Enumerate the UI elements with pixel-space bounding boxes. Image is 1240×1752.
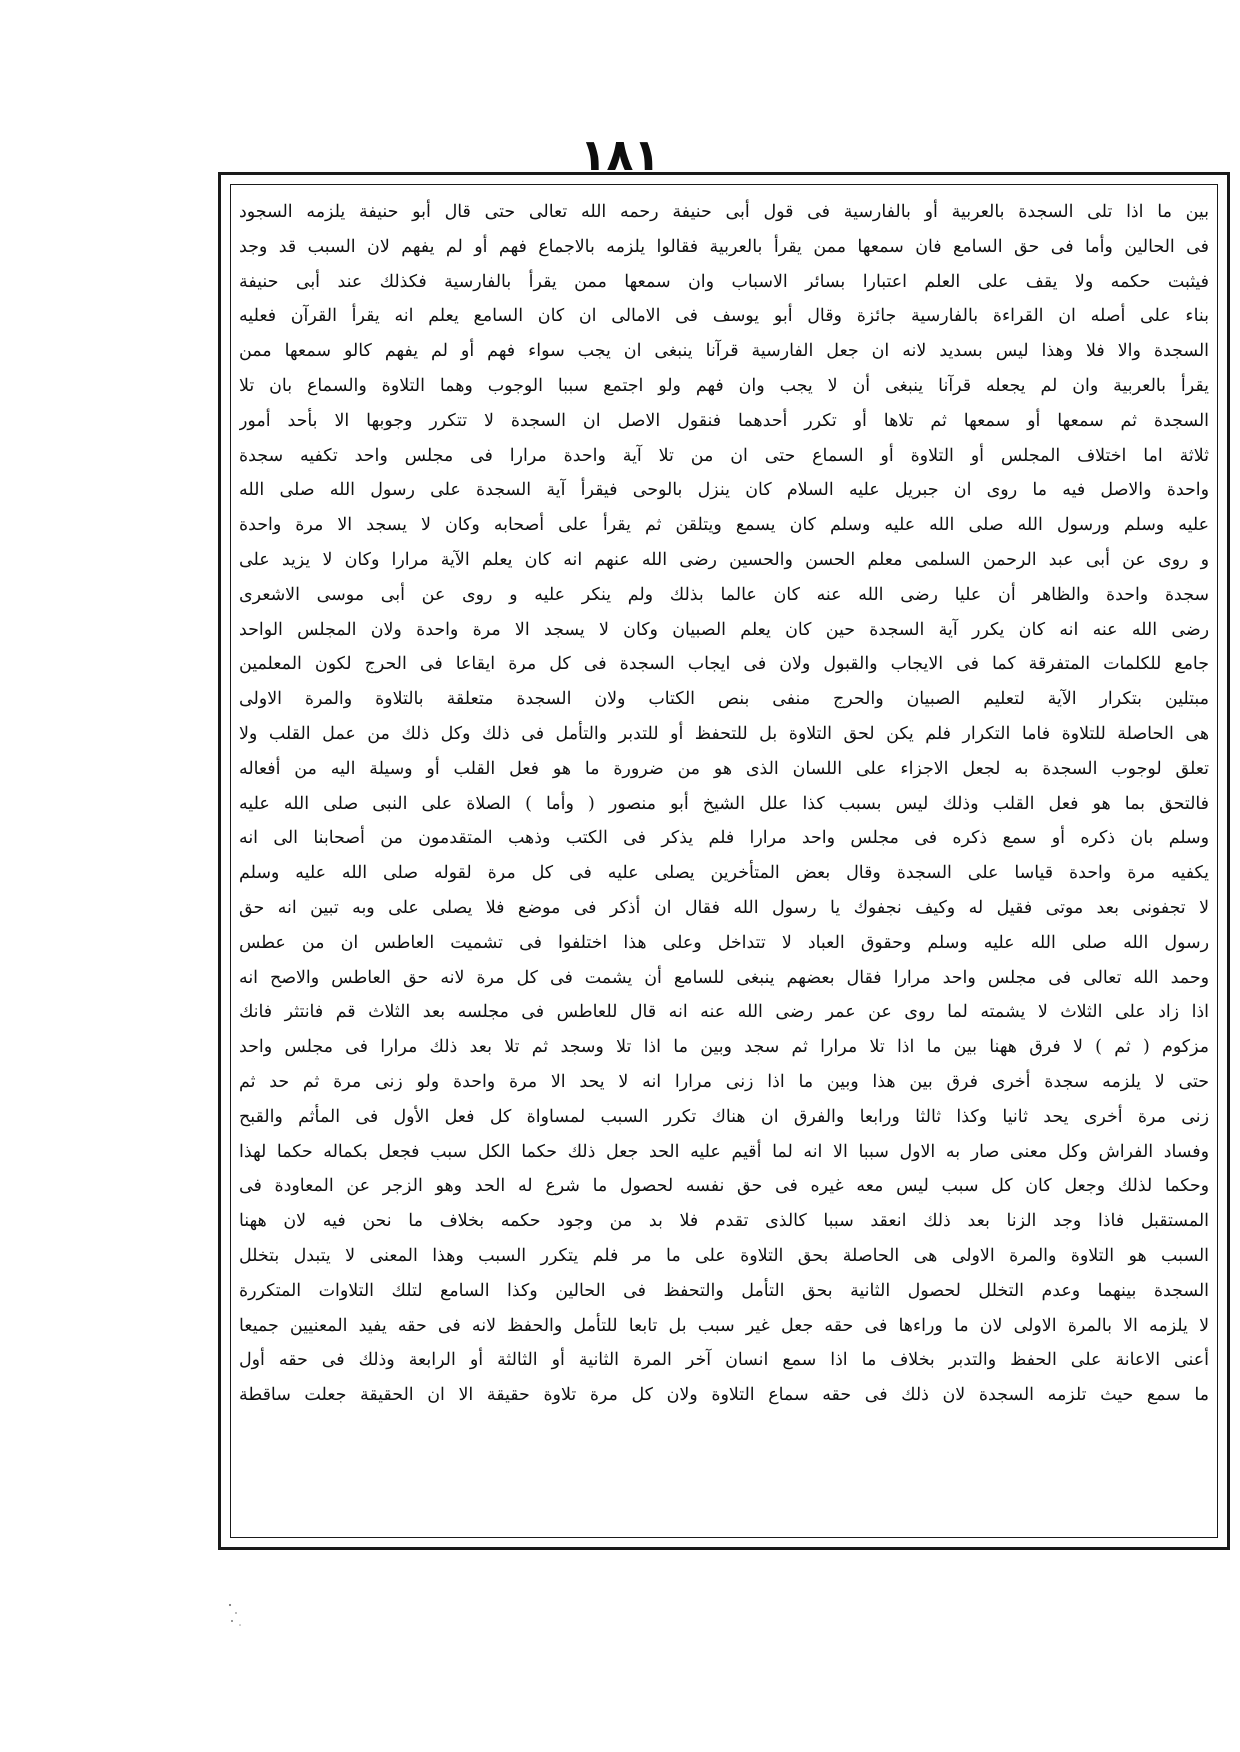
text-line: يكفيه مرة واحدة قياسا على السجدة وقال بعض المتأخرين يصلى عليه فى كل مرة لقوله صلى الله عليه وسلم <box>239 863 1209 884</box>
text-line: واحدة والاصل فيه ما روى ان جبريل عليه السلام كان ينزل بالوحى فيقرأ آية السجدة على رسول الله صلى الله <box>239 480 1209 501</box>
text-line: مبتلين بتكرار الآية لتعليم الصبيان والحرج منفى بنص الكتاب ولان السجدة متعلقة بالتلاوة والمرة الاولى <box>239 689 1209 710</box>
text-line: اذا زاد على الثلاث لا يشمته لما روى عن عمر رضى الله عنه انه قال للعاطس فى مجلسه بعد الثلاث قم فانتثر فانك <box>239 1002 1209 1023</box>
text-line <box>239 1482 1209 1517</box>
text-line: زنى مرة أخرى يحد ثانيا وكذا ثالثا ورابعا والفرق ان هناك تكرر السبب لمساواة كل فعل الأول فى المأثم والقبح <box>239 1106 1209 1127</box>
text-line: بين ما اذا تلى السجدة بالعربية أو بالفارسية فى قول أبى حنيفة رحمه الله تعالى حتى قال أبو حنيفة يلزمه السجود <box>239 202 1209 222</box>
text-line: و روى عن أبى عبد الرحمن السلمى معلم الحسن والحسين رضى الله عنهم انه كان يعلم الآية مرارا وكان لا يزيد على <box>239 549 1209 570</box>
text-line: ما سمع حيث تلزمه السجدة لان ذلك فى حقه سماع التلاوة ولان كل مرة تلاوة حقيقة الا ان الحقيقة جعلت ساقطة <box>239 1385 1209 1406</box>
text-line: السجدة ثم سمعها أو سمعها ثم تلاها أو تكرر أحدهما فنقول الاصل ان السجدة لا تتكرر وجوبها الا بأحد أمور <box>239 410 1209 431</box>
text-line: تعلق لوجوب السجدة به لجعل الاجزاء على اللسان الذى هو من ضرورة ما هو فعل القلب أو وسيلة اليه من أفعاله <box>239 758 1209 779</box>
text-line: رضى الله عنه انه كان يكرر آية السجدة حين كان يعلم الصبيان وكان لا يسجد الا مرة واحدة ولان المجلس الواحد <box>239 619 1209 640</box>
text-line: هى الحاصلة للتلاوة فاما التكرار فلم يكن لحق التلاوة بل للتحفظ أو للتدبر والتأمل فى ذلك وكل ذلك من عمل القلب ولا <box>239 723 1209 744</box>
text-line: لا يلزمه الا بالمرة الاولى لان ما وراءها فى حقه جعل غير سبب بل تابعا للتأمل والحفظ لانه فى حقه يفيد المعنيين جميعا <box>239 1315 1209 1336</box>
text-line: يقرأ بالعربية وان لم يجعله قرآنا ينبغى أن لا يجب وان فهم ولو اجتمع سببا الوجوب وهما التلاوة والسماع بان تلا <box>239 375 1209 396</box>
text-line: السجدة والا فلا وهذا ليس بسديد لانه ان جعل الفارسية قرآنا ينبغى ان يجب سواء فهم أو لم يفهم كالو سمعها ممن <box>239 341 1209 362</box>
page-frame <box>218 172 1230 1550</box>
text-line: مزكوم ( ثم ) لا فرق ههنا بين ما اذا تلا مرارا ثم سجد وبين ما اذا تلا وسجد ثم تلا بعد ذلك مرارا فى مجلس واحد <box>239 1037 1209 1058</box>
text-line: بناء على أصله ان القراءة بالفارسية جائزة وقال أبو يوسف فى الامالى ان كان السامع يعلم انه يقرأ القرآن فعليه <box>239 306 1209 327</box>
text-line: رسول الله صلى الله عليه وسلم وحقوق العباد لا تتداخل وعلى هذا اختلفوا فى تشميت العاطس ان من عطس <box>239 932 1209 953</box>
text-line <box>239 1448 1209 1483</box>
text-line: السجدة بينهما وعدم التخلل لحصول الثانية بحق التأمل والتحفظ فى الحالين وكذا السامع لتلك التلاوات المتكررة <box>239 1280 1209 1301</box>
text-line: وحكما لذلك وجعل كان كل سبب ليس معه غيره فى حق نفسه لحصول ما شرع له الحد وهو الزجر عن المعاودة فى <box>239 1176 1209 1197</box>
main-text <box>239 195 1209 1517</box>
text-line: عليه وسلم ورسول الله صلى الله عليه وسلم كان يسمع ويتلقن ثم يقرأ على أصحابه وكان لا يسجد الا مرة واحدة <box>239 515 1209 536</box>
page-number: ١٨١ <box>579 130 661 181</box>
text-line: لا تجفونى بعد موتى فقيل له وكيف نجفوك يا رسول الله فقال ان أذكر فى موضع فلا يصلى على وبه تبين انه حق <box>239 897 1209 918</box>
text-line: وحمد الله تعالى فى مجلس واحد مرارا فقال بعضهم ينبغى للسامع أن يشمت فى كل مرة لانه حق العاطس والاصح انه <box>239 967 1209 988</box>
text-line: ثلاثة اما اختلاف المجلس أو التلاوة أو السماع حتى ان من تلا آية واحدة مرارا فى مجلس واحد تكفيه سجدة <box>239 445 1209 466</box>
text-line: فالتحق بما هو فعل القلب وذلك ليس بسبب كذا علل الشيخ أبو منصور ( وأما ) الصلاة على النبى صلى الله عليه <box>239 793 1209 814</box>
text-line: وفساد الفراش وكل معنى صار به الاول سببا الا انه لما أقيم عليه الحد جعل ذلك حكما الكل سبب فجعل بكماله حكما لهذا <box>239 1141 1209 1162</box>
text-line: أعنى الاعانة على الحفظ والتدبر بخلاف ما اذا سمع انسان آخر المرة الثانية أو الثالثة أو الرابعة وذلك فى حقه أول <box>239 1350 1209 1371</box>
scan-specks <box>222 1595 262 1635</box>
text-line: فيثبت حكمه ولا يقف على العلم اعتبارا بسائر الاسباب وان سمعها ممن يقرأ بالفارسية فكذلك عند أبى حنيفة <box>239 271 1209 292</box>
text-line: السبب هو التلاوة والمرة الاولى هى الحاصلة بحق التلاوة على ما مر فلم يتكرر السبب وهذا المعنى لا يتبدل بتخلل <box>239 1245 1209 1266</box>
text-line: فى الحالين وأما فى حق السامع فان سمعها ممن يقرأ بالعربية فقالوا يلزمه بالاجماع فهم أو لم يفهم لان السبب قد وجد <box>239 236 1209 257</box>
text-line: المستقبل فاذا وجد الزنا بعد ذلك انعقد سببا كالذى تقدم فلا بد من وجود حكمه بخلاف ما نحن فيه لان ههنا <box>239 1211 1209 1232</box>
text-line: حتى لا يلزمه سجدة أخرى فرق بين هذا وبين ما اذا زنى مرارا انه لا يحد الا مرة واحدة ولو زنى مرة ثم حد ثم <box>239 1071 1209 1092</box>
text-line: جامع للكلمات المتفرقة كما فى الايجاب والقبول ولان فى ايجاب السجدة فى كل مرة ايقاعا فى الحرج لكون المعلمين <box>239 654 1209 675</box>
text-frame <box>230 184 1218 1538</box>
text-line <box>239 1413 1209 1448</box>
text-line: سجدة واحدة والظاهر أن عليا رضى الله عنه كان عالما بذلك ولم ينكر عليه و روى عن أبى موسى الاشعرى <box>239 584 1209 605</box>
text-line: وسلم بان ذكره أو سمع ذكره فى مجلس واحد مرارا فلم يذكر فى الكتب وذهب المتقدمون من أصحابنا الى انه <box>239 828 1209 849</box>
